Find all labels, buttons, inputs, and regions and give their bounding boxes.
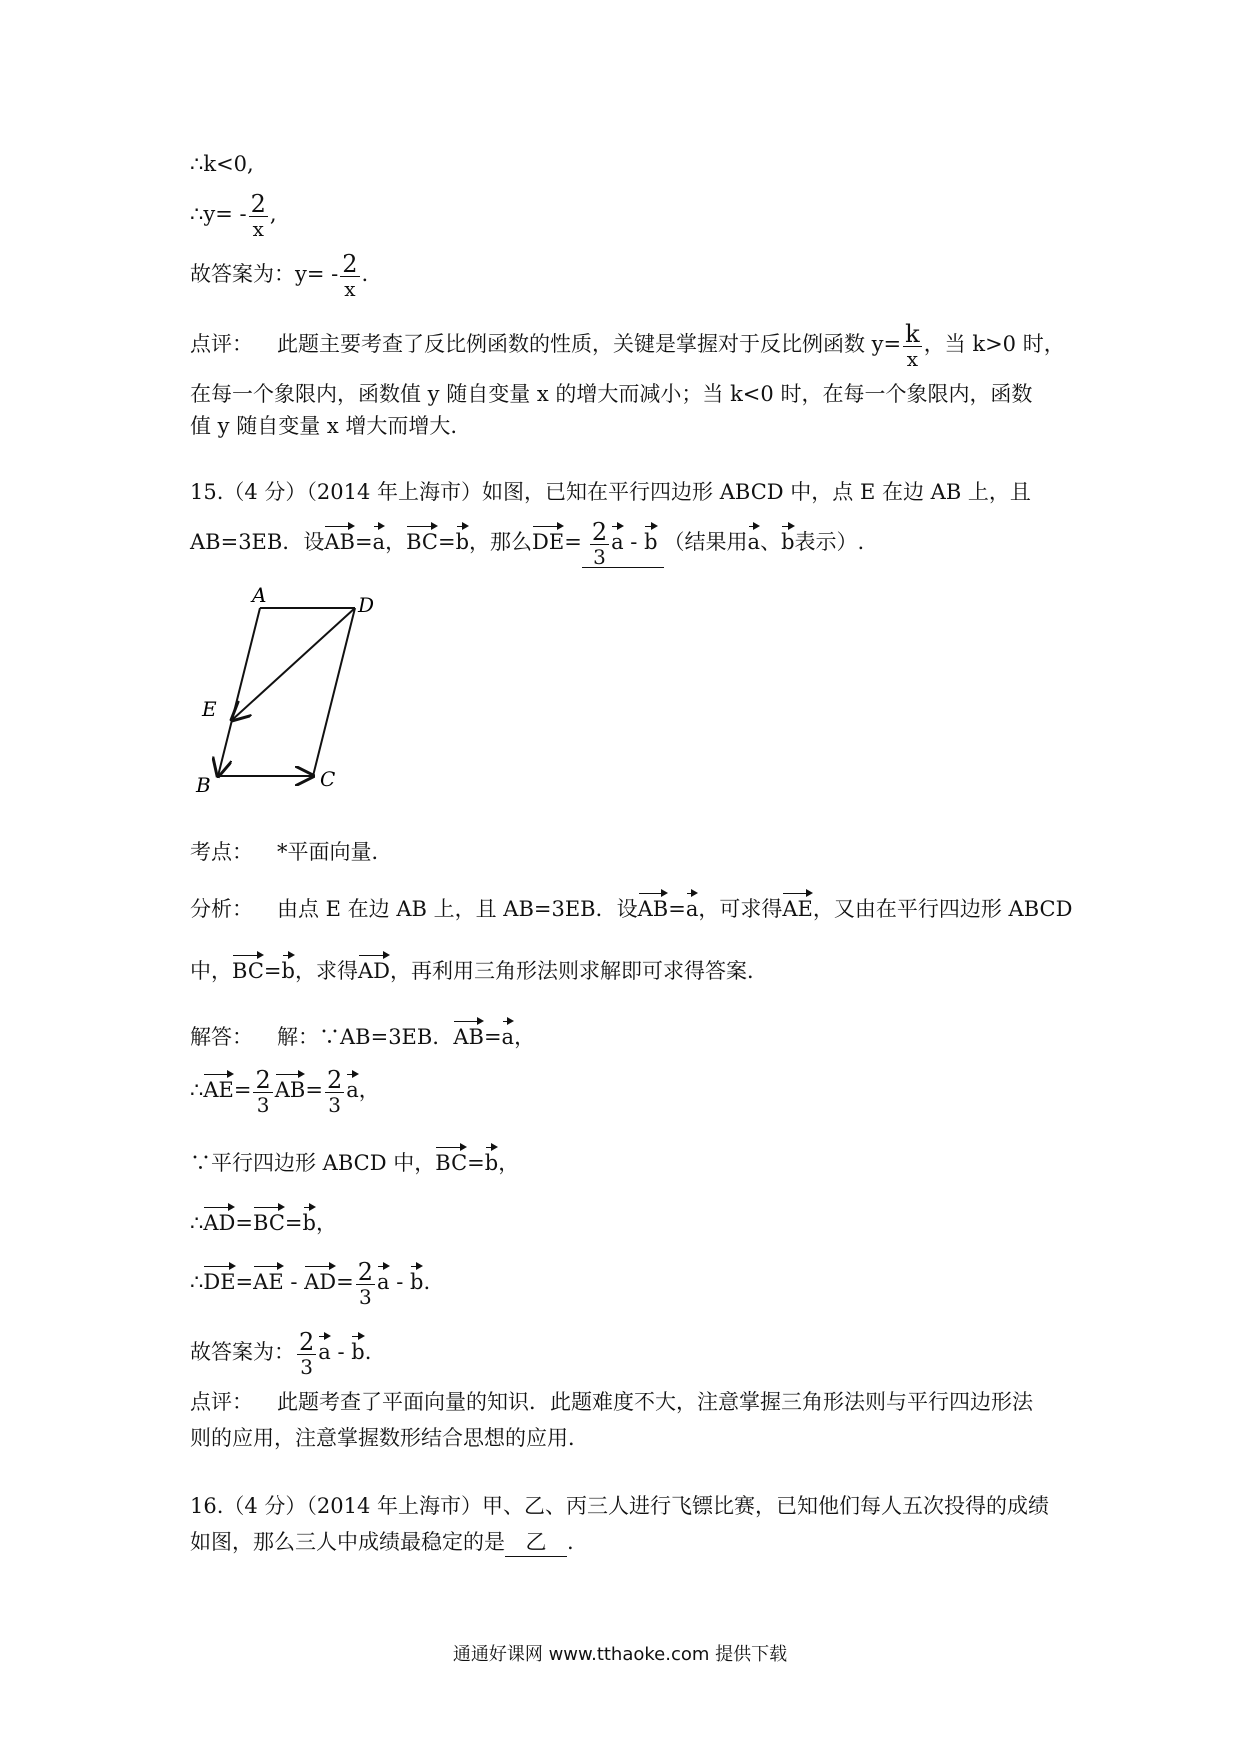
footer-source: 通通好课网 www.tthaoke.com 提供下载 [452, 1644, 788, 1665]
point-A-label: A [252, 583, 267, 607]
q15-step-AE: ∴AE= $\frac{2}{3}$ AB= $\frac{2}{3}$ a， [190, 1066, 380, 1117]
answer-blank-q16: 乙 [505, 1528, 567, 1557]
q15-pingping-line1: 点评： 此题考查了平面向量的知识．此题难度不大，注意掌握三角形法则与平行四边形法 [190, 1390, 1033, 1414]
q15-stem-line2: AB=3EB．设AB=a，BC=b，那么DE= $\frac{2}{3}$ a - b （结果用a、b表示）. [190, 518, 865, 569]
q15-fenxi-line2: 中，BC=b，求得AD，再利用三角形法则求解即可求得答案． [190, 952, 768, 985]
vector-a: a [748, 523, 761, 553]
point-C-label: C [320, 767, 336, 791]
line-k-negative: ∴k<0, [190, 152, 254, 176]
q15-pingping-line2: 则的应用，注意掌握数形结合思想的应用． [190, 1426, 589, 1450]
vector-DE: DE [532, 523, 564, 553]
point-E-label: E [202, 697, 217, 721]
line-prev-answer: 故答案为：y= - $\frac{2}{x}$ . [190, 250, 369, 301]
point-D-label: D [358, 593, 375, 617]
q15-fenxi-line1: 分析： 由点 E 在边 AB 上，且 AB=3EB．设AB=a，可求得AE，又由在平行四边形 ABCD [190, 890, 1072, 923]
q15-jieda-line1: 解答： 解：∵AB=3EB．AB=a， [190, 1018, 535, 1051]
vector-DE-arrow [232, 608, 355, 720]
q15-stem-line1: 15.（4 分）（2014 年上海市）如图，已知在平行四边形 ABCD 中，点 E 在边 AB 上，且 [190, 480, 1031, 504]
q15-step-BC: ∵平行四边形 ABCD 中，BC=b， [190, 1144, 519, 1177]
q15-answer: 故答案为： $\frac{2}{3}$ a - b. [190, 1328, 372, 1379]
vector-AB-arrow [218, 608, 260, 776]
q16-stem-line2: 如图，那么三人中成绩最稳定的是 乙 . [190, 1528, 574, 1557]
fraction-2-over-x: $\frac{2}{x}$ [250, 190, 266, 241]
parallelogram-figure [180, 580, 400, 800]
vector-b: b [456, 523, 469, 553]
edge-DC [313, 608, 355, 776]
answer-blank-q15: $\frac{2}{3}$ a - b [582, 520, 664, 568]
line-y-equation: ∴y= - $\frac{2}{x}$ , [190, 190, 277, 241]
fraction-k-over-x: $\frac{k}{x}$ [905, 320, 920, 371]
fraction-2-over-x: $\frac{2}{x}$ [342, 250, 358, 301]
vector-BC: BC [406, 523, 438, 553]
point-B-label: B [196, 773, 211, 797]
q16-stem-line1: 16.（4 分）（2014 年上海市）甲、乙、丙三人进行飞镖比赛，已知他们每人五次投得的成绩 [190, 1494, 1050, 1518]
line-prev-comment-3: 值 y 随自变量 x 增大而增大. [190, 414, 458, 438]
q15-step-DE: ∴DE=AE - AD= $\frac{2}{3}$ a - b. [190, 1258, 431, 1309]
q15-step-AD: ∴AD=BC=b， [190, 1204, 337, 1237]
q15-kaodian: 考点： *平面向量． [190, 840, 393, 864]
vector-b: b [781, 523, 794, 553]
vector-AB: AB [324, 523, 355, 553]
vector-a: a [373, 523, 386, 553]
line-prev-comment: 点评： 此题主要考查了反比例函数的性质，关键是掌握对于反比例函数 y= $\frac{k}{x}$ ，当 k>0 时， [190, 320, 1065, 371]
line-prev-comment-2: 在每一个象限内，函数值 y 随自变量 x 的增大而减小；当 k<0 时，在每一个象限内，函数 [190, 382, 1033, 406]
